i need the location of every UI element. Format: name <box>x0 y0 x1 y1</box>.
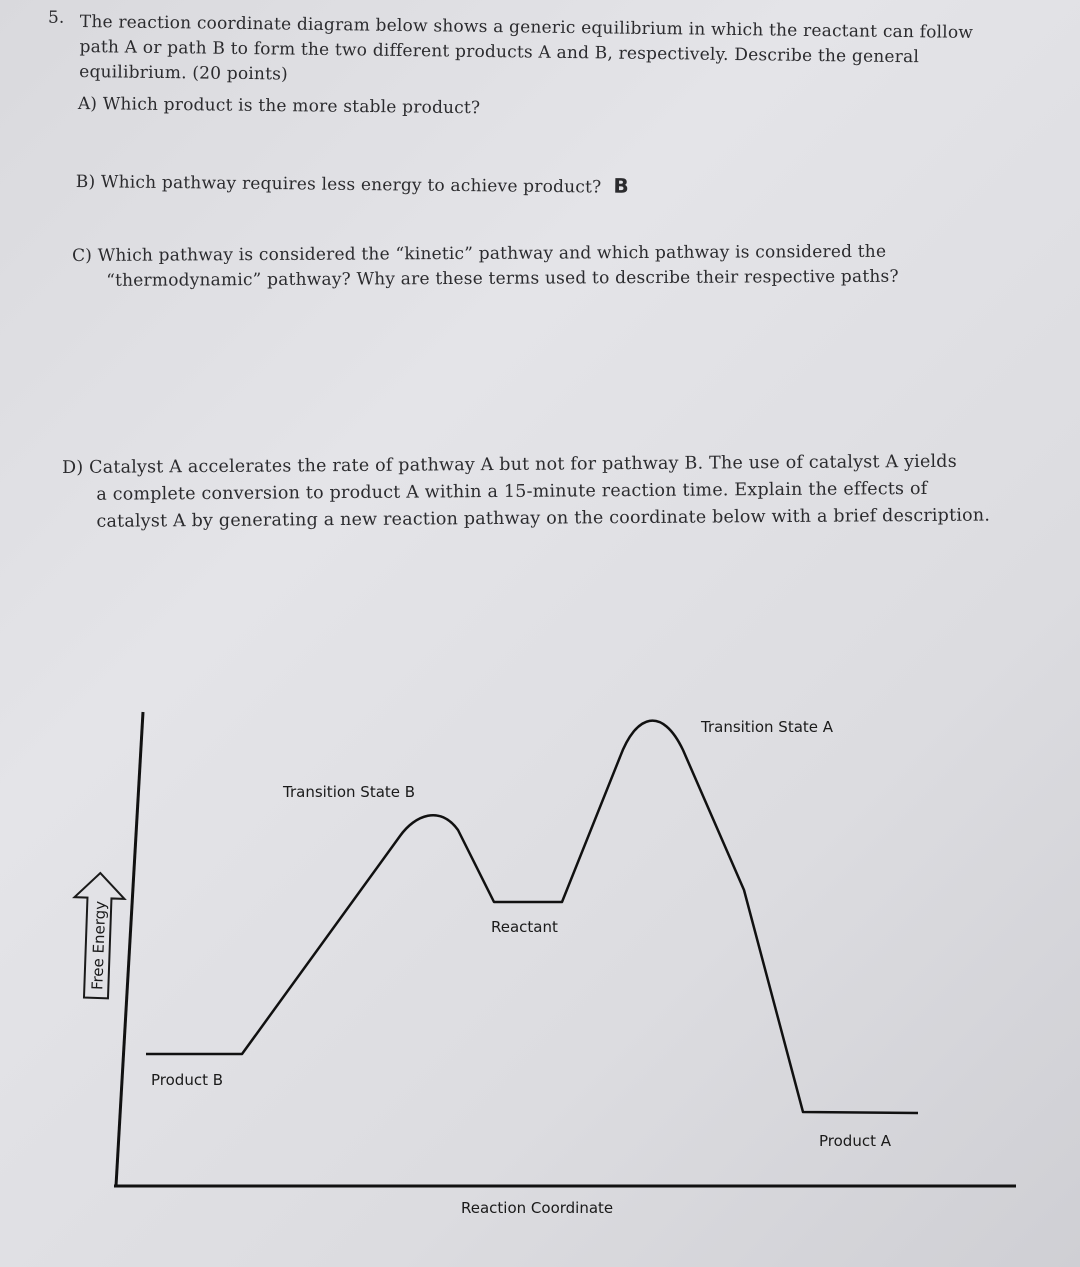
free-energy-arrow-icon <box>71 872 125 999</box>
y-axis <box>116 712 143 1186</box>
transition-state-a-label: Transition State A <box>701 718 834 736</box>
transition-state-b-label: Transition State B <box>283 783 416 801</box>
x-axis-label: Reaction Coordinate <box>461 1199 614 1217</box>
reaction-energy-curve <box>146 721 918 1113</box>
y-axis-label: Free Energy <box>88 900 110 991</box>
part-d-line-2: a complete conversion to product A within a 15-minute reaction time. Explain the effects of <box>96 478 928 505</box>
question-intro: The reaction coordinate diagram below shows a generic equilibrium in which the reactant can follow path A or path B to form the two different products A and B, respectively. Describe the general equilibrium. (20 points) <box>79 11 974 85</box>
part-d-line-1: D) Catalyst A accelerates the rate of pathway A but not for pathway B. The use of catalyst A yields <box>62 451 957 478</box>
part-c-line-1: C) Which pathway is considered the “kinetic” pathway and which pathway is considered the <box>72 241 887 266</box>
product-a-label: Product A <box>819 1132 891 1150</box>
product-b-label: Product B <box>151 1071 224 1089</box>
part-b-text: B) Which pathway requires less energy to achieve product? <box>75 171 602 198</box>
part-c-line-2: “thermodynamic” pathway? Why are these terms used to describe their respective paths? <box>106 266 899 291</box>
reactant-label: Reactant <box>491 918 558 936</box>
part-d-line-3: catalyst A by generating a new reaction pathway on the coordinate below with a brief description. <box>96 505 991 532</box>
question-number: 5. <box>48 8 65 28</box>
part-a-question: A) Which product is the more stable product? <box>77 93 481 119</box>
part-b-handwritten-answer: B <box>613 173 629 198</box>
